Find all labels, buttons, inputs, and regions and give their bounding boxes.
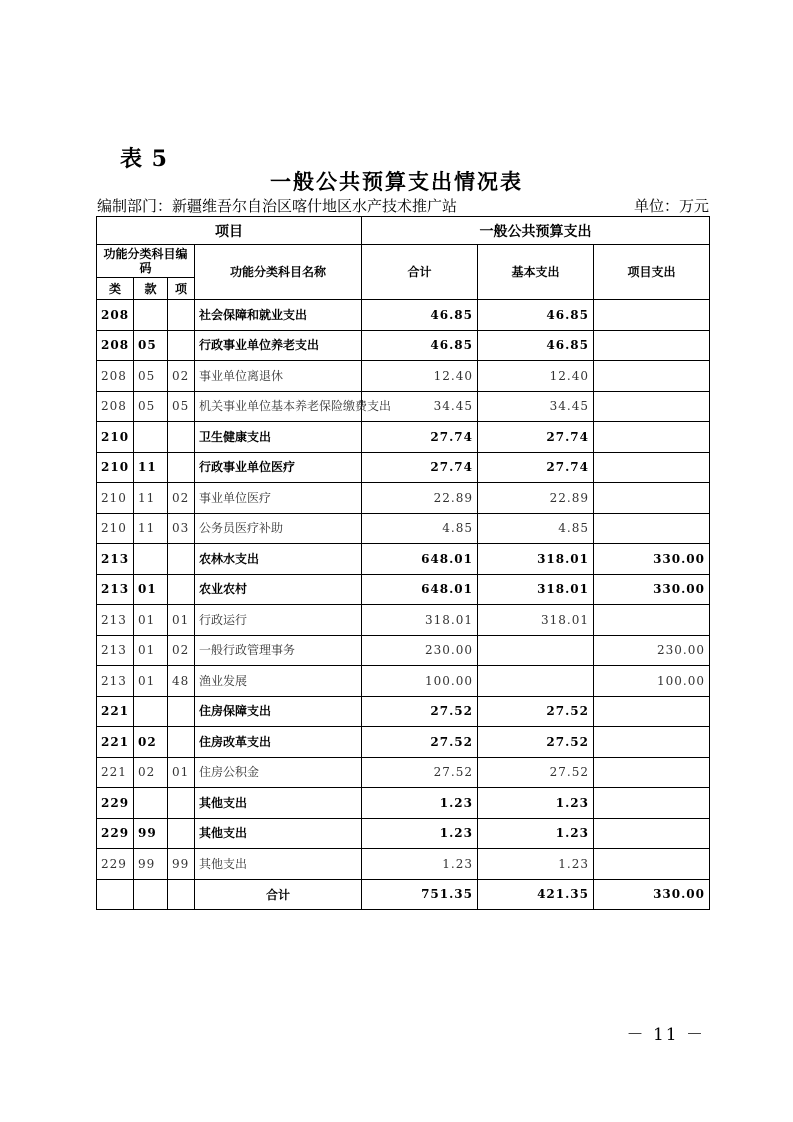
code-lei: 208 [97,300,134,331]
amount-basic: 1.23 [478,788,594,819]
amount-basic: 46.85 [478,330,594,361]
table-row [97,330,710,361]
amount-total: 22.89 [362,483,478,514]
amount-total: 27.52 [362,757,478,788]
code-xiang [168,422,195,453]
code-xiang [168,696,195,727]
table-row [97,483,710,514]
amount-total: 230.00 [362,635,478,666]
item-name: 住房保障支出 [195,696,362,727]
header-item: 项目 [97,217,362,245]
code-kuan: 99 [134,849,168,880]
code-lei: 213 [97,666,134,697]
amount-basic: 318.01 [478,605,594,636]
item-name: 事业单位离退休 [195,361,362,392]
amount-total: 4.85 [362,513,478,544]
code-lei: 213 [97,574,134,605]
header-total: 合计 [362,245,478,300]
header-row-1 [97,217,710,245]
table-row [97,818,710,849]
table-row [97,788,710,819]
amount-project [594,513,710,544]
amount-project [594,788,710,819]
item-name: 行政运行 [195,605,362,636]
item-name: 农业农村 [195,574,362,605]
code-lei: 221 [97,757,134,788]
document-title: 一般公共预算支出情况表 [270,169,523,194]
amount-total: 46.85 [362,330,478,361]
table-row [97,300,710,331]
amount-total: 1.23 [362,849,478,880]
code-lei: 210 [97,513,134,544]
code-lei: 221 [97,727,134,758]
amount-total: 100.00 [362,666,478,697]
meta-row [97,195,709,217]
amount-total: 1.23 [362,818,478,849]
summary-label: 合计 [195,879,362,909]
table-row [97,727,710,758]
code-lei: 213 [97,635,134,666]
code-xiang: 99 [168,849,195,880]
amount-basic [478,635,594,666]
code-xiang: 01 [168,605,195,636]
table-body [97,300,710,880]
code-kuan: 05 [134,330,168,361]
code-kuan: 01 [134,605,168,636]
table-row [97,391,710,422]
summary-row [97,879,710,909]
amount-project [594,483,710,514]
code-lei: 208 [97,391,134,422]
amount-total: 648.01 [362,544,478,575]
unit-label: 单位：万元 [633,197,709,215]
header-name: 功能分类科目名称 [195,245,362,300]
summary-project: 330.00 [594,879,710,909]
code-lei: 213 [97,605,134,636]
code-lei: 229 [97,788,134,819]
amount-basic: 318.01 [478,544,594,575]
table-footer [97,879,710,909]
table-label: 表 5 [120,146,168,172]
item-name: 一般行政管理事务 [195,635,362,666]
amount-basic [478,666,594,697]
table-row [97,422,710,453]
amount-total: 27.52 [362,696,478,727]
header-project: 项目支出 [594,245,710,300]
item-name: 农林水支出 [195,544,362,575]
code-xiang: 02 [168,361,195,392]
code-kuan: 11 [134,452,168,483]
amount-project [594,849,710,880]
header-xiang: 项 [168,278,195,300]
amount-project: 230.00 [594,635,710,666]
table-row [97,757,710,788]
code-xiang: 48 [168,666,195,697]
code-lei: 221 [97,696,134,727]
code-xiang: 01 [168,757,195,788]
amount-project [594,361,710,392]
table-row [97,635,710,666]
code-kuan [134,422,168,453]
code-kuan: 02 [134,757,168,788]
amount-basic: 4.85 [478,513,594,544]
code-xiang: 05 [168,391,195,422]
item-name: 其他支出 [195,818,362,849]
item-name: 社会保障和就业支出 [195,300,362,331]
table-row [97,605,710,636]
code-kuan: 99 [134,818,168,849]
amount-total: 1.23 [362,788,478,819]
amount-total: 318.01 [362,605,478,636]
amount-basic: 46.85 [478,300,594,331]
code-kuan: 11 [134,513,168,544]
amount-basic: 27.52 [478,757,594,788]
item-name: 行政事业单位医疗 [195,452,362,483]
code-kuan [134,696,168,727]
header-basic: 基本支出 [478,245,594,300]
amount-project [594,727,710,758]
item-name: 公务员医疗补助 [195,513,362,544]
code-kuan: 01 [134,666,168,697]
item-name: 渔业发展 [195,666,362,697]
code-kuan [134,788,168,819]
code-xiang [168,788,195,819]
item-name: 其他支出 [195,788,362,819]
amount-project: 100.00 [594,666,710,697]
amount-project [594,422,710,453]
code-kuan [134,544,168,575]
code-xiang [168,818,195,849]
code-lei: 213 [97,544,134,575]
table-header [97,217,710,300]
item-name: 卫生健康支出 [195,422,362,453]
table-row [97,666,710,697]
table-row [97,574,710,605]
code-xiang: 02 [168,635,195,666]
table-row [97,452,710,483]
code-lei: 210 [97,422,134,453]
amount-total: 27.52 [362,727,478,758]
amount-basic: 27.52 [478,696,594,727]
code-kuan: 01 [134,635,168,666]
department-label: 编制部门：新疆维吾尔自治区喀什地区水产技术推广站 [97,197,458,215]
code-xiang [168,452,195,483]
table-row [97,849,710,880]
item-name: 住房改革支出 [195,727,362,758]
code-lei: 210 [97,483,134,514]
amount-basic: 34.45 [478,391,594,422]
code-xiang: 03 [168,513,195,544]
table-row [97,513,710,544]
header-row-2 [97,245,710,278]
table-row [97,696,710,727]
code-xiang: 02 [168,483,195,514]
code-xiang [168,330,195,361]
table-row [97,361,710,392]
header-code-group: 功能分类科目编码 [97,245,195,278]
amount-total: 12.40 [362,361,478,392]
amount-total: 34.45 [362,391,478,422]
amount-project [594,452,710,483]
amount-basic: 27.52 [478,727,594,758]
amount-total: 648.01 [362,574,478,605]
code-kuan: 05 [134,361,168,392]
code-xiang [168,544,195,575]
code-lei: 229 [97,849,134,880]
summary-lei [97,879,134,909]
amount-basic: 27.74 [478,422,594,453]
header-lei: 类 [97,278,134,300]
summary-xiang [168,879,195,909]
code-lei: 229 [97,818,134,849]
code-kuan [134,300,168,331]
code-lei: 208 [97,361,134,392]
amount-total: 46.85 [362,300,478,331]
header-budget-group: 一般公共预算支出 [362,217,710,245]
code-kuan: 11 [134,483,168,514]
amount-total: 27.74 [362,422,478,453]
code-kuan: 02 [134,727,168,758]
code-kuan: 05 [134,391,168,422]
page-number: － 11 － [626,1025,705,1045]
amount-basic: 318.01 [478,574,594,605]
amount-project [594,391,710,422]
amount-project [594,300,710,331]
table-row [97,544,710,575]
summary-kuan [134,879,168,909]
header-kuan: 款 [134,278,168,300]
summary-total: 751.35 [362,879,478,909]
amount-basic: 27.74 [478,452,594,483]
item-name: 事业单位医疗 [195,483,362,514]
amount-project: 330.00 [594,544,710,575]
amount-basic: 12.40 [478,361,594,392]
amount-basic: 1.23 [478,818,594,849]
code-lei: 210 [97,452,134,483]
code-xiang [168,727,195,758]
code-kuan: 01 [134,574,168,605]
amount-project [594,757,710,788]
item-name: 行政事业单位养老支出 [195,330,362,361]
item-name: 其他支出 [195,849,362,880]
amount-total: 27.74 [362,452,478,483]
amount-basic: 22.89 [478,483,594,514]
amount-project [594,696,710,727]
amount-project [594,605,710,636]
amount-project: 330.00 [594,574,710,605]
summary-basic: 421.35 [478,879,594,909]
code-xiang [168,574,195,605]
amount-project [594,818,710,849]
code-xiang [168,300,195,331]
item-name: 住房公积金 [195,757,362,788]
code-lei: 208 [97,330,134,361]
budget-table [96,216,710,910]
item-name: 机关事业单位基本养老保险缴费支出 [195,391,362,422]
amount-project [594,330,710,361]
amount-basic: 1.23 [478,849,594,880]
